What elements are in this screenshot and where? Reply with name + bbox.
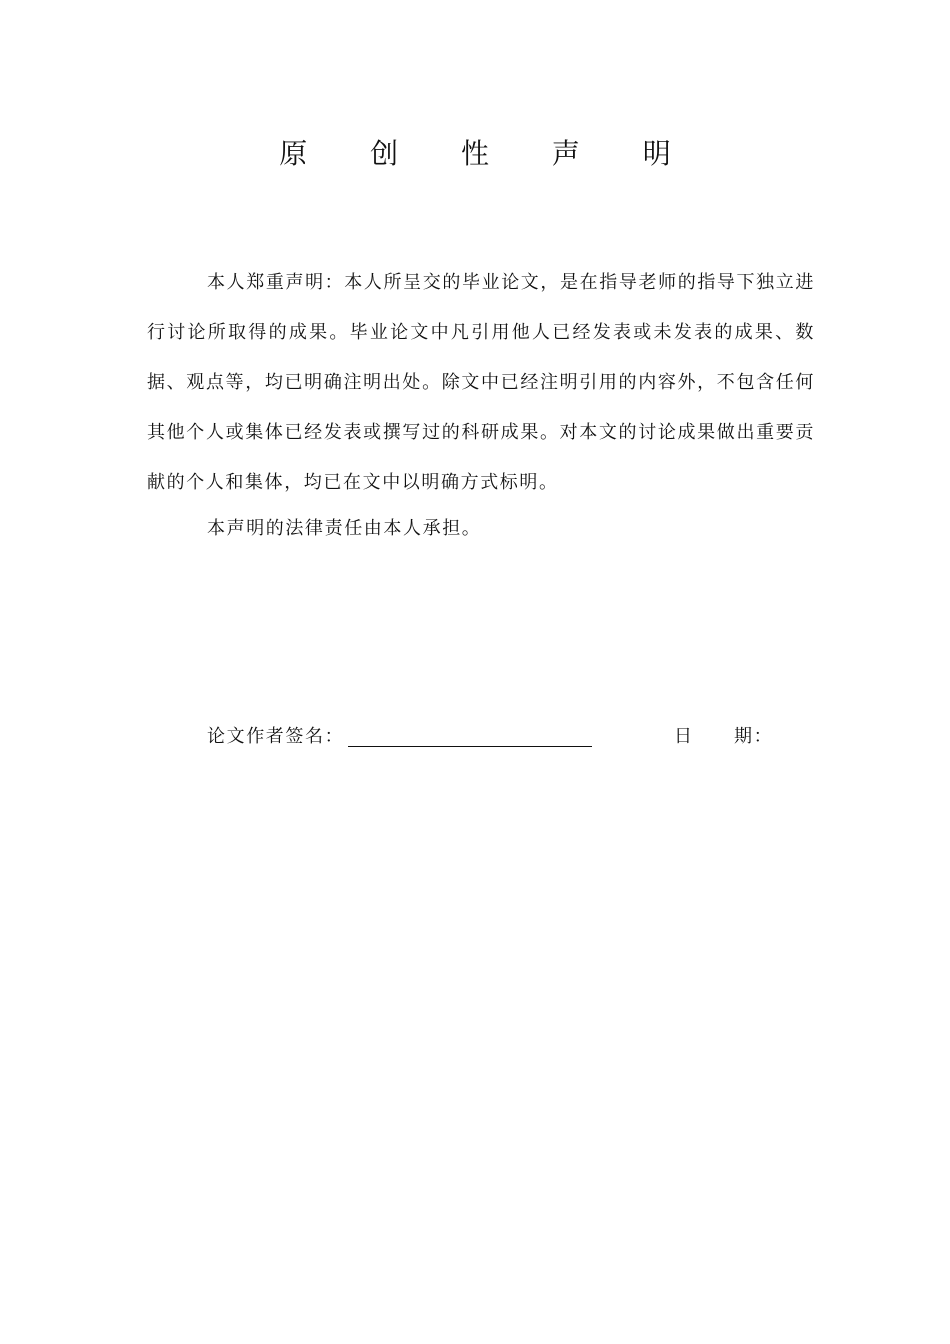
page-title: 原 创 性 声 明 bbox=[279, 137, 698, 170]
date-label-period: 期： bbox=[734, 726, 774, 747]
date-label-day: 日 bbox=[674, 726, 694, 747]
responsibility-paragraph: 本声明的法律责任由本人承担。 bbox=[207, 518, 482, 539]
declaration-body bbox=[147, 258, 815, 547]
signature-row bbox=[207, 722, 807, 752]
author-signature-label: 论文作者签名： bbox=[207, 726, 345, 747]
signature-line bbox=[348, 746, 592, 747]
declaration-paragraph: 本人郑重声明：本人所呈交的毕业论文，是在指导老师的指导下独立进行讨论所取得的成果。毕业论文中凡引用他人已经发表或未发表的成果、数据、观点等，均已明确注明出处。除文中已经注明引用的内容外，不包含任何其他个人或集体已经发表或撰写过的科研成果。对本文的讨论成果做出重要贡献的个人和集体，均已在文中以明确方式标明。 bbox=[147, 272, 815, 493]
